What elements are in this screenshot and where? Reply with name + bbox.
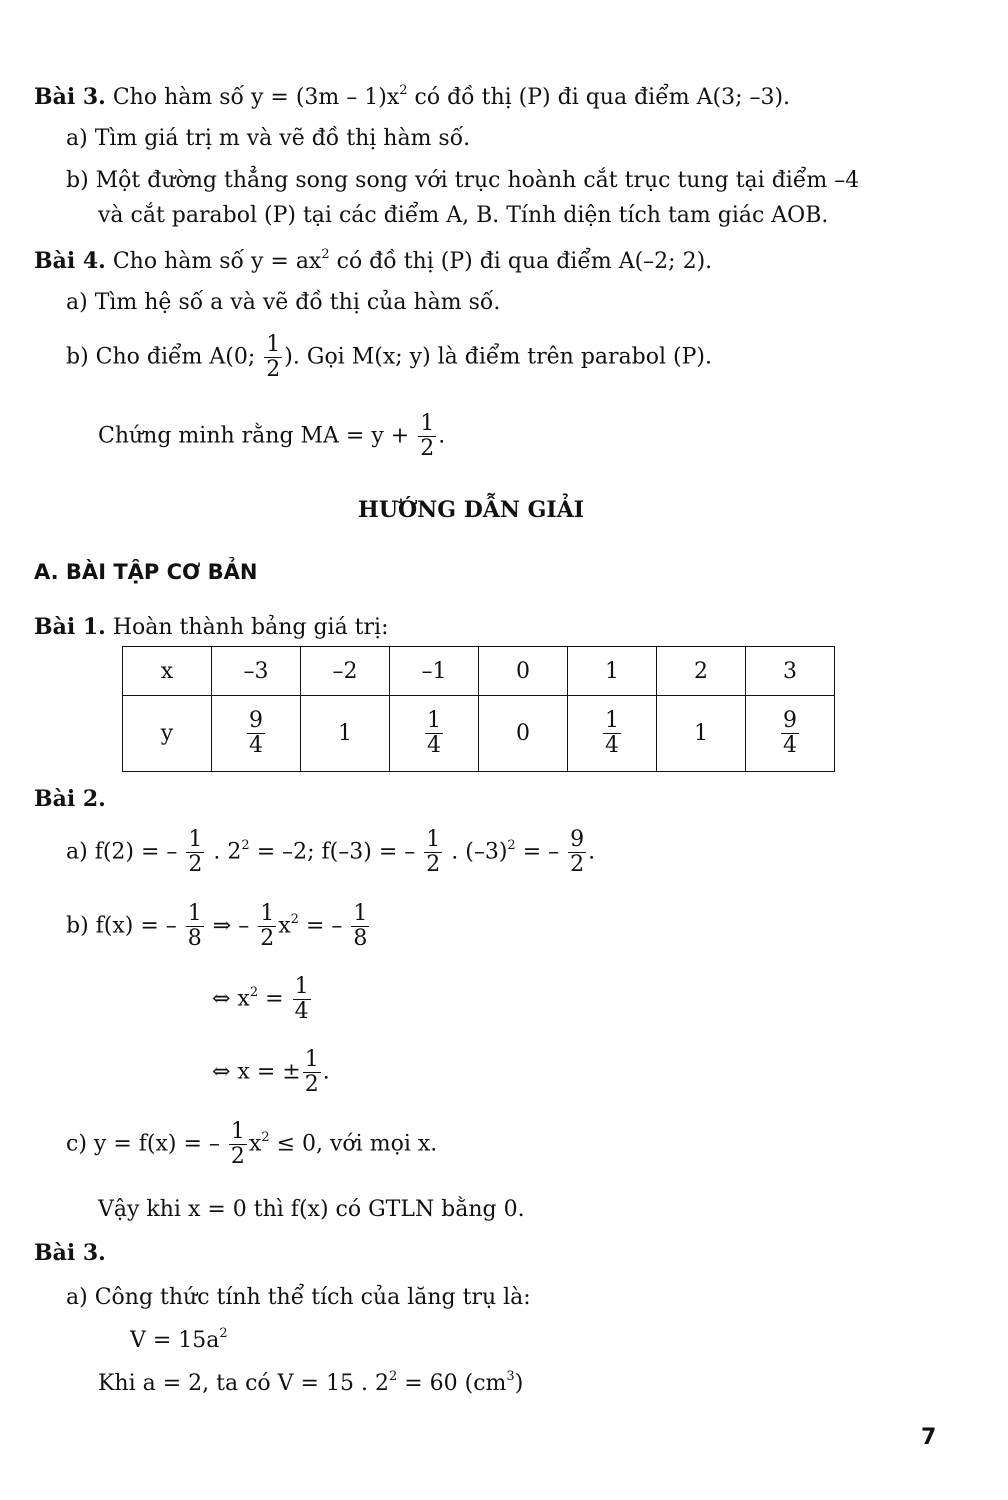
- bai1-solution: Bài 1. Hoàn thành bảng giá trị:: [34, 614, 389, 640]
- bai2-part-a: a) f(2) = – $\frac{1}{2}$ . $2^2 = -2$; f(–3) = – $\frac{1}{2}$ . $(-3)^2$ = – $\frac{9}{2}$ .: [66, 827, 596, 878]
- page-number: 7: [921, 1425, 937, 1450]
- table-header-x: x: [123, 647, 212, 696]
- table-row-y: [123, 696, 835, 772]
- value-table: [122, 646, 835, 772]
- table-cell: 3: [746, 647, 835, 696]
- table-cell: 1: [568, 647, 657, 696]
- table-cell: $\frac{9}{4}$: [212, 696, 301, 772]
- bai3-part-b-line1: b) Một đường thẳng song song với trục hoành cắt trục tung tại điểm –4: [66, 168, 860, 193]
- table-cell: 1: [657, 696, 746, 772]
- bai4-label: Bài 4.: [34, 248, 106, 274]
- section-a-heading: A. BÀI TẬP CƠ BẢN: [34, 560, 258, 584]
- table-cell: 0: [479, 647, 568, 696]
- bai3-formula: $V = 15a^2$: [130, 1326, 228, 1353]
- bai1-label: Bài 1.: [34, 614, 106, 640]
- bai3-example: Khi a = 2, ta có V = 15 . $2^2 = 60$ $(cm^3)$: [98, 1369, 524, 1396]
- bai2-equivalence-2: ⇔ x = ± $\frac{1}{2}$ .: [212, 1047, 330, 1098]
- bai4-statement: Bài 4. Cho hàm số $y = ax^2$ có đồ thị (P) đi qua điểm A(–2; 2).: [34, 247, 713, 274]
- bai3-solution-label: Bài 3.: [34, 1240, 106, 1266]
- bai4-part-a: a) Tìm hệ số a và vẽ đồ thị của hàm số.: [66, 290, 501, 315]
- table-cell: 2: [657, 647, 746, 696]
- bai2-equivalence-1: ⇔ $x^2$ = $\frac{1}{4}$: [212, 974, 309, 1025]
- table-cell: –3: [212, 647, 301, 696]
- bai3-statement: Bài 3. Cho hàm số $y = (3m - 1)x^2$ có đồ thị (P) đi qua điểm A(3; –3).: [34, 83, 791, 110]
- bai2-label: Bài 2.: [34, 786, 106, 812]
- table-cell: –2: [301, 647, 390, 696]
- solutions-title: HƯỚNG DẪN GIẢI: [358, 497, 585, 523]
- table-cell: $\frac{1}{4}$: [568, 696, 657, 772]
- bai3-label: Bài 3.: [34, 84, 106, 110]
- bai2-conclusion: Vậy khi x = 0 thì f(x) có GTLN bằng 0.: [98, 1197, 525, 1222]
- table-row-x: [123, 647, 835, 696]
- bai2-part-c: c) y = f(x) = – $\frac{1}{2}$ $x^2 \le 0$, với mọi x.: [66, 1119, 438, 1170]
- fraction-one-half: $\frac{1}{2}$: [420, 411, 435, 462]
- bai2-part-b: b) f(x) = – $\frac{1}{8}$ ⇒ – $\frac{1}{2}$ $x^2$ = – $\frac{1}{8}$: [66, 901, 368, 952]
- table-header-y: y: [123, 696, 212, 772]
- bai4-part-b: b) Cho điểm A(0; $\frac{1}{2}$ ). Gọi M(x; y) là điểm trên parabol (P).: [66, 332, 712, 383]
- table-cell: 1: [301, 696, 390, 772]
- table-cell: $\frac{9}{4}$: [746, 696, 835, 772]
- fraction-one-half: $\frac{1}{2}$: [266, 332, 281, 383]
- bai3-part-b-line2: và cắt parabol (P) tại các điểm A, B. Tính diện tích tam giác AOB.: [98, 203, 829, 228]
- bai4-prove: Chứng minh rằng MA = y + $\frac{1}{2}$ .: [98, 411, 446, 462]
- table-cell: $\frac{1}{4}$: [390, 696, 479, 772]
- bai3-solution-a: a) Công thức tính thể tích của lăng trụ là:: [66, 1285, 531, 1310]
- table-cell: 0: [479, 696, 568, 772]
- bai3-part-a: a) Tìm giá trị m và vẽ đồ thị hàm số.: [66, 126, 471, 151]
- table-cell: –1: [390, 647, 479, 696]
